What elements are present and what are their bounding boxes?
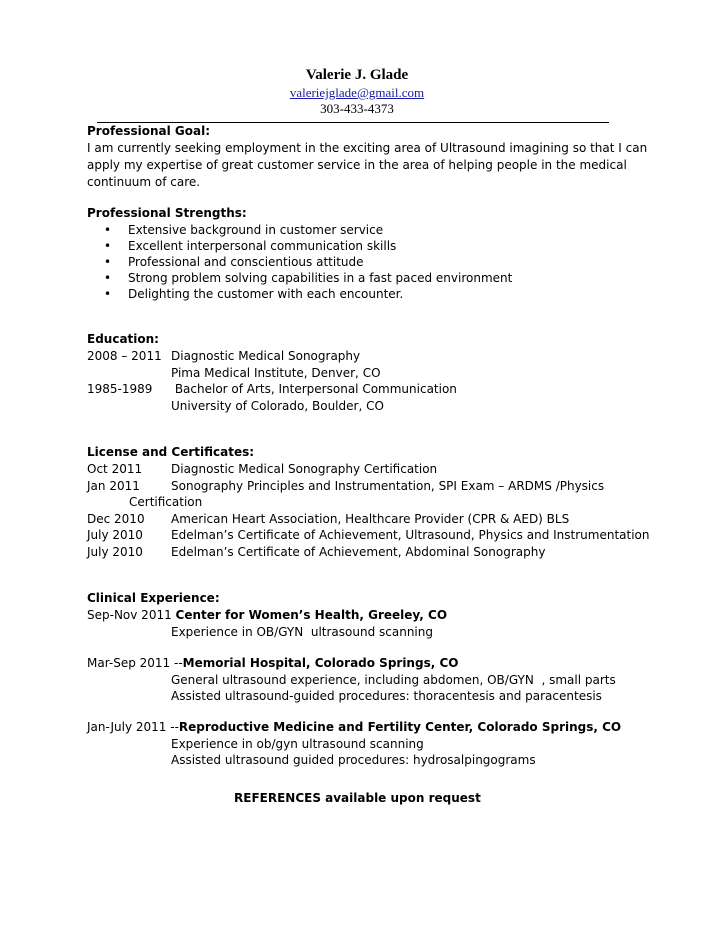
- license-text: Diagnostic Medical Sonography Certification: [171, 462, 438, 476]
- license-date: Oct 2011: [87, 462, 143, 476]
- goal-heading: Professional Goal:: [87, 124, 210, 138]
- license-text: American Heart Association, Healthcare Provider (CPR & AED) BLS: [171, 511, 570, 526]
- license-date: July 2010: [87, 544, 143, 559]
- clinical-separator: --: [170, 719, 179, 734]
- list-item: • Strong problem solving capabilities in a fast paced environment: [104, 271, 513, 285]
- clinical-place: Reproductive Medicine and Fertility Center, Colorado Springs, CO: [178, 719, 622, 734]
- license-date: Dec 2010: [87, 511, 145, 526]
- list-item: • Delighting the customer with each encounter.: [104, 287, 404, 301]
- clinical-date: Mar-Sep 2011: [87, 655, 174, 670]
- license-text: Edelman’s Certificate of Achievement, Ultrasound, Physics and Instrumentation: [171, 528, 650, 542]
- list-item: • Extensive background in customer service: [104, 223, 384, 237]
- clinical-detail: Experience in ob/gyn ultrasound scanning: [171, 736, 424, 751]
- education-school: Pima Medical Institute, Denver, CO: [171, 365, 381, 380]
- list-item: • Excellent interpersonal communication skills: [104, 239, 397, 253]
- clinical-detail: General ultrasound experience, including abdomen, OB/GYN , small parts: [171, 672, 616, 687]
- bullet-icon: •: [104, 287, 112, 301]
- bullet-icon: •: [104, 255, 112, 269]
- education-entry: [87, 381, 687, 398]
- clinical-entry: [87, 607, 687, 624]
- education-date: 2008 – 2011: [87, 349, 162, 363]
- clinical-detail: Assisted ultrasound-guided procedures: thoracentesis and paracentesis: [171, 689, 602, 703]
- license-entry: [87, 478, 687, 495]
- references-note: REFERENCES available upon request: [234, 790, 481, 805]
- license-text-continued: Certification: [129, 495, 203, 509]
- bullet-icon: •: [104, 239, 112, 253]
- license-date: July 2010: [87, 528, 143, 542]
- phone-number: 303-433-4373: [320, 101, 394, 116]
- license-entry: [87, 527, 687, 544]
- clinical-separator: --: [174, 655, 183, 670]
- license-entry: [87, 544, 687, 561]
- clinical-date: Sep-Nov 2011: [87, 608, 176, 622]
- licenses-heading: License and Certificates:: [87, 445, 255, 459]
- resume-page: [87, 66, 687, 807]
- header-divider: [97, 116, 609, 123]
- clinical-heading: Clinical Experience:: [87, 591, 220, 605]
- clinical-date: Jan-July 2011: [87, 719, 171, 734]
- applicant-name: Valerie J. Glade: [305, 67, 409, 83]
- license-entry: [87, 461, 687, 478]
- license-text: Sonography Principles and Instrumentation, SPI Exam – ARDMS /Physics: [171, 478, 605, 493]
- bullet-icon: •: [104, 223, 112, 237]
- clinical-entry: [87, 655, 687, 672]
- license-entry: [87, 511, 687, 528]
- strengths-heading: Professional Strengths:: [87, 206, 247, 220]
- clinical-place: Memorial Hospital, Colorado Springs, CO: [182, 655, 459, 670]
- bullet-icon: •: [104, 271, 112, 285]
- clinical-place: Center for Women’s Health, Greeley, CO: [175, 608, 448, 622]
- clinical-detail: Assisted ultrasound guided procedures: hydrosalpingograms: [171, 753, 536, 767]
- education-date: 1985-1989: [87, 382, 153, 396]
- license-date: Jan 2011: [87, 478, 140, 493]
- education-school: University of Colorado, Boulder, CO: [171, 398, 384, 413]
- resume-header: [87, 66, 627, 116]
- education-heading: Education:: [87, 332, 159, 346]
- clinical-entry: [87, 719, 687, 736]
- list-item: • Professional and conscientious attitude: [104, 255, 364, 269]
- education-degree: Bachelor of Arts, Interpersonal Communication: [171, 382, 457, 396]
- email-link[interactable]: valeriejglade@gmail.com: [289, 85, 425, 100]
- license-text: Edelman’s Certificate of Achievement, Abdominal Sonography: [171, 544, 546, 559]
- education-entry: [87, 348, 687, 365]
- clinical-detail: Experience in OB/GYN ultrasound scanning: [171, 625, 433, 639]
- education-degree: Diagnostic Medical Sonography: [171, 349, 361, 363]
- strengths-list: [87, 222, 687, 302]
- goal-text: I am currently seeking employment in the exciting area of Ultrasound imagining so that I can apply my expertise of great customer service in the area of helping people in the medical continuum of care.: [87, 141, 648, 189]
